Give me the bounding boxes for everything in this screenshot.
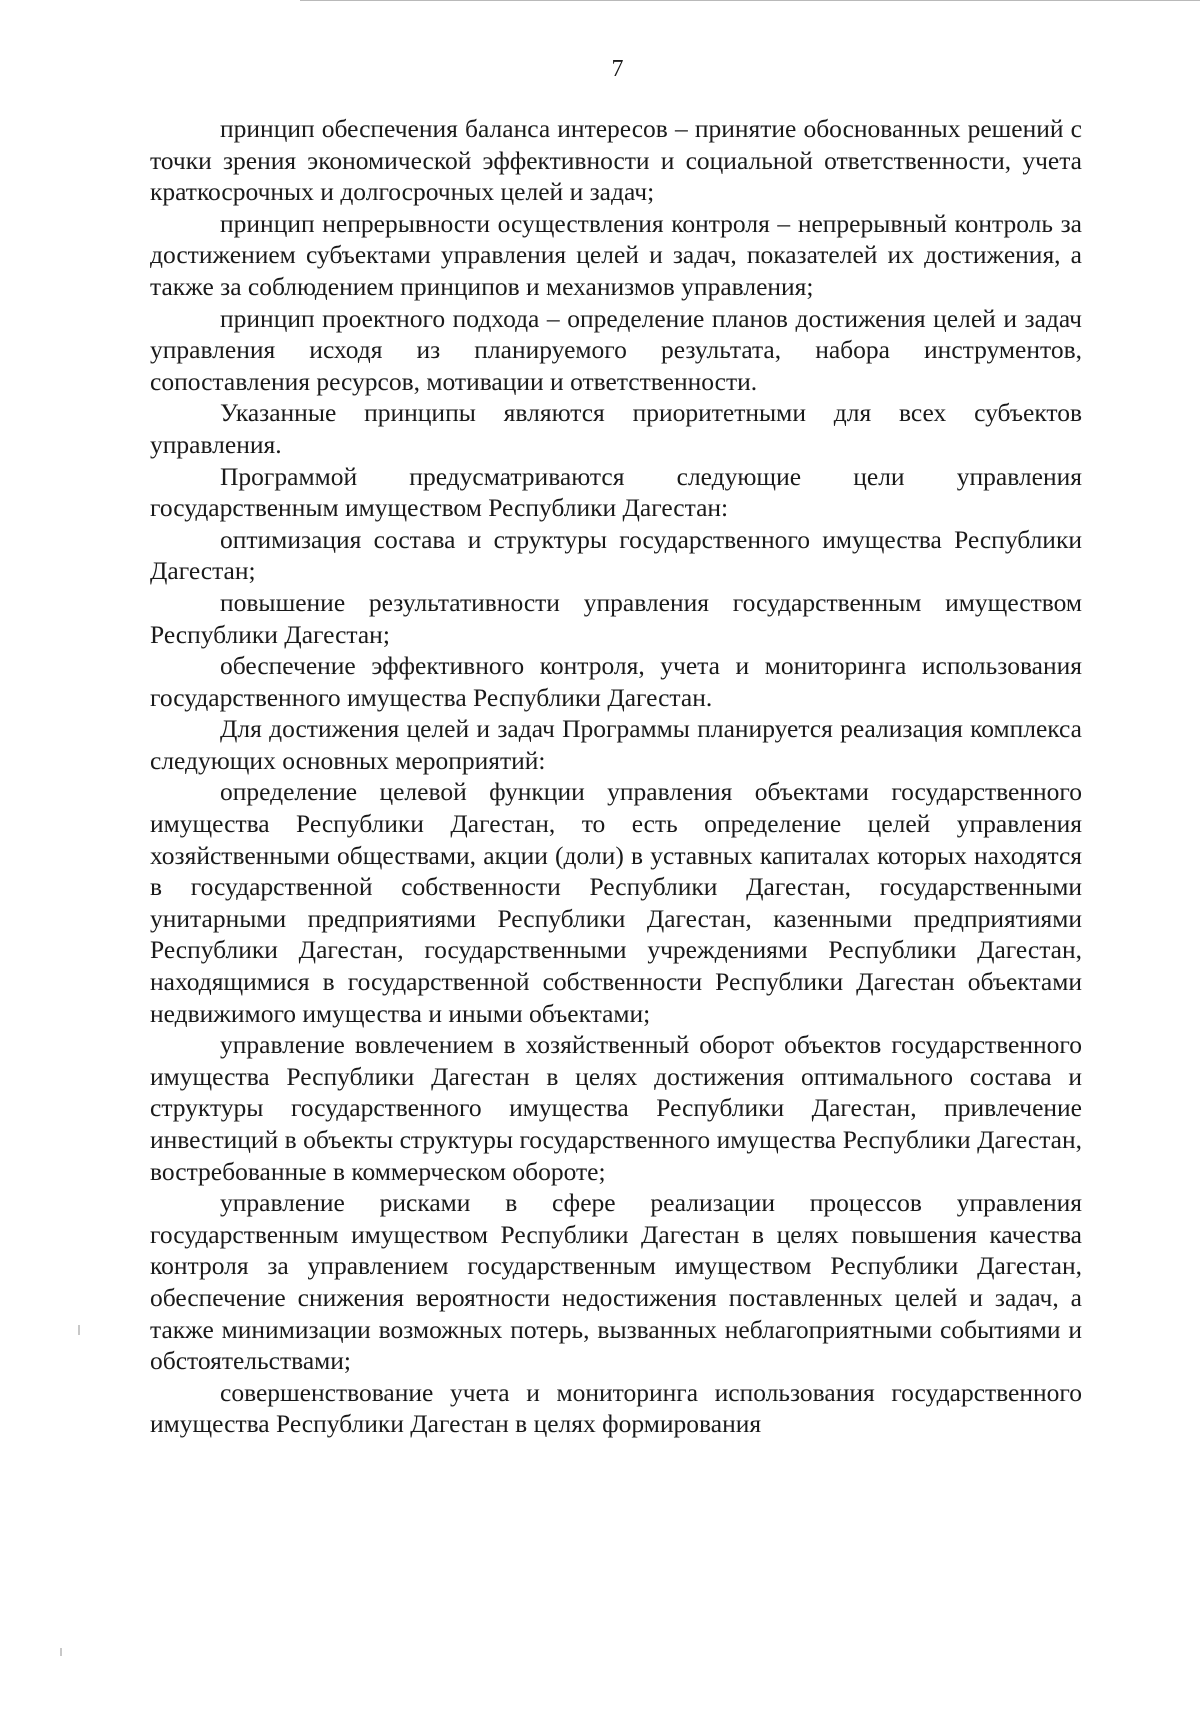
paragraph: совершенствование учета и мониторинга использования государственного имущества Республики Дагестан в целях формирования (150, 1377, 1082, 1439)
paragraph: Программой предусматриваются следующие цели управления государственным имуществом Республики Дагестан: (150, 461, 1082, 523)
paragraph: принцип обеспечения баланса интересов – принятие обоснованных решений с точки зрения экономической эффективности и социальной ответственности, учета краткосрочных и долгосрочных целей и задач; (150, 114, 1082, 207)
paragraph: оптимизация состава и структуры государственного имущества Республики Дагестан; (150, 524, 1082, 586)
paragraph: Указанные принципы являются приоритетными для всех субъектов управления. (150, 398, 1082, 459)
paragraph: принцип проектного подхода – определение планов достижения целей и задач управления исходя из планируемого результата, набора инструментов, сопоставления ресурсов, мотивации и ответственности. (150, 303, 1082, 396)
document-body (150, 113, 1082, 1440)
paragraph: управление вовлечением в хозяйственный оборот объектов государственного имущества Республики Дагестан в целях достижения оптимального состава и структуры государственного имущества Республики Дагестан, привлечение инвестиций в объекты структуры государственного имущества Республики Дагестан, востребованные в коммерческом обороте; (150, 1030, 1082, 1186)
scan-margin-mark (78, 1325, 80, 1335)
scan-margin-mark (60, 1648, 62, 1656)
paragraph: Для достижения целей и задач Программы планируется реализация комплекса следующих основных мероприятий: (150, 714, 1082, 775)
scan-top-edge (300, 0, 1200, 1)
paragraph: повышение результативности управления государственным имуществом Республики Дагестан; (150, 587, 1082, 649)
paragraph: управление рисками в сфере реализации процессов управления государственным имуществом Республики Дагестан в целях повышения качества контроля за управлением государственным имуществом Республики Дагестан, обеспечение снижения вероятности недостижения поставленных целей и задач, а также минимизации возможных потерь, вызванных неблагоприятными событиями и обстоятельствами; (150, 1188, 1082, 1376)
paragraph: определение целевой функции управления объектами государственного имущества Республики Дагестан, то есть определение целей управления хозяйственными обществами, акции (доли) в уставных капиталах которых находятся в государственной собственности Республики Дагестан, государственными унитарными предприятиями Республики Дагестан, казенными предприятиями Республики Дагестан, государственными учреждениями Республики Дагестан, находящимися в государственной собственности Республики Дагестан объектами недвижимого имущества и иными объектами; (150, 777, 1082, 1028)
paragraph: принцип непрерывности осуществления контроля – непрерывный контроль за достижением субъектами управления целей и задач, показателей их достижения, а также за соблюдением принципов и механизмов управления; (150, 208, 1082, 301)
page-number: 7 (611, 56, 624, 82)
paragraph: обеспечение эффективного контроля, учета и мониторинга использования государственного имущества Республики Дагестан. (150, 651, 1082, 712)
